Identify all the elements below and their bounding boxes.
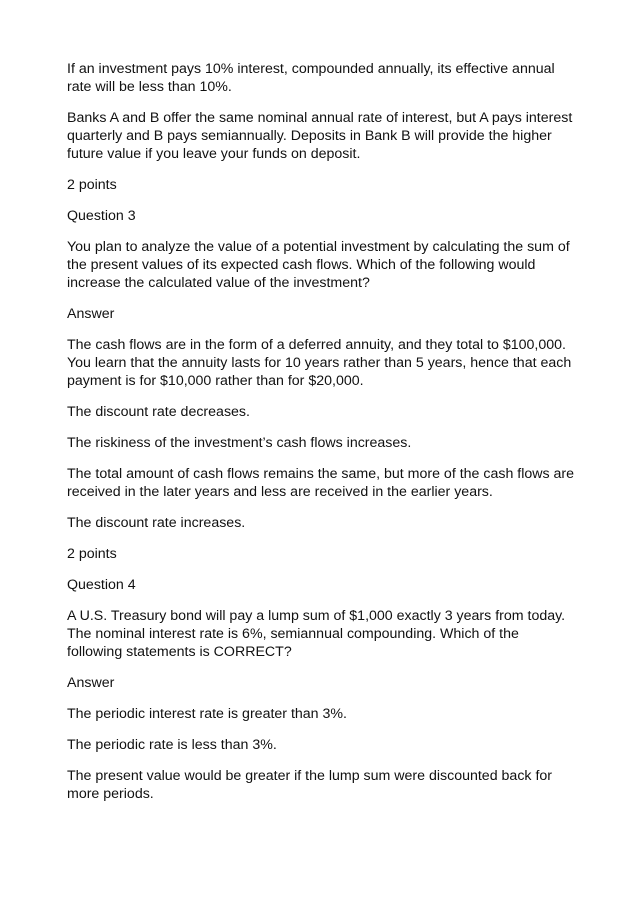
answer-option: The total amount of cash flows remains the same, but more of the cash flows are received in the later years and less are received in the earlier years. — [67, 466, 575, 500]
answer-option: The cash flows are in the form of a deferred annuity, and they total to $100,000. You learn that the annuity lasts for 10 years rather than 5 years, hence that each payment is for $10,000 rather than for $20,000. — [67, 337, 572, 389]
question-4-heading: Question 4 — [67, 577, 136, 593]
answer-option: The discount rate decreases. — [67, 404, 250, 420]
answer-option: The periodic interest rate is greater than 3%. — [67, 706, 347, 722]
statement-effective-rate: If an investment pays 10% interest, compounded annually, its effective annual rate will be less than 10%. — [67, 61, 555, 95]
answer-label: Answer — [67, 306, 115, 322]
statement-banks-a-b: Banks A and B offer the same nominal annual rate of interest, but A pays interest quarterly and B pays semiannually. Deposits in Bank B will provide the higher future value if you leave your funds on deposit. — [67, 110, 573, 162]
answer-option: The riskiness of the investment’s cash flows increases. — [67, 435, 412, 451]
question-3-text: You plan to analyze the value of a potential investment by calculating the sum of the present values of its expected cash flows. Which of the following would increase the calculated value of the investment? — [67, 239, 570, 291]
answer-option: The discount rate increases. — [67, 515, 246, 531]
question-3-heading: Question 3 — [67, 208, 136, 224]
answer-option: The periodic rate is less than 3%. — [67, 737, 277, 753]
answer-label: Answer — [67, 675, 115, 691]
answer-option: The present value would be greater if the lump sum were discounted back for more periods. — [67, 768, 553, 802]
document-page — [67, 60, 597, 816]
points-label: 2 points — [67, 177, 117, 193]
points-label: 2 points — [67, 546, 117, 562]
question-4-text: A U.S. Treasury bond will pay a lump sum of $1,000 exactly 3 years from today. The nominal interest rate is 6%, semiannual compounding. Which of the following statements is CORRECT? — [67, 608, 566, 660]
